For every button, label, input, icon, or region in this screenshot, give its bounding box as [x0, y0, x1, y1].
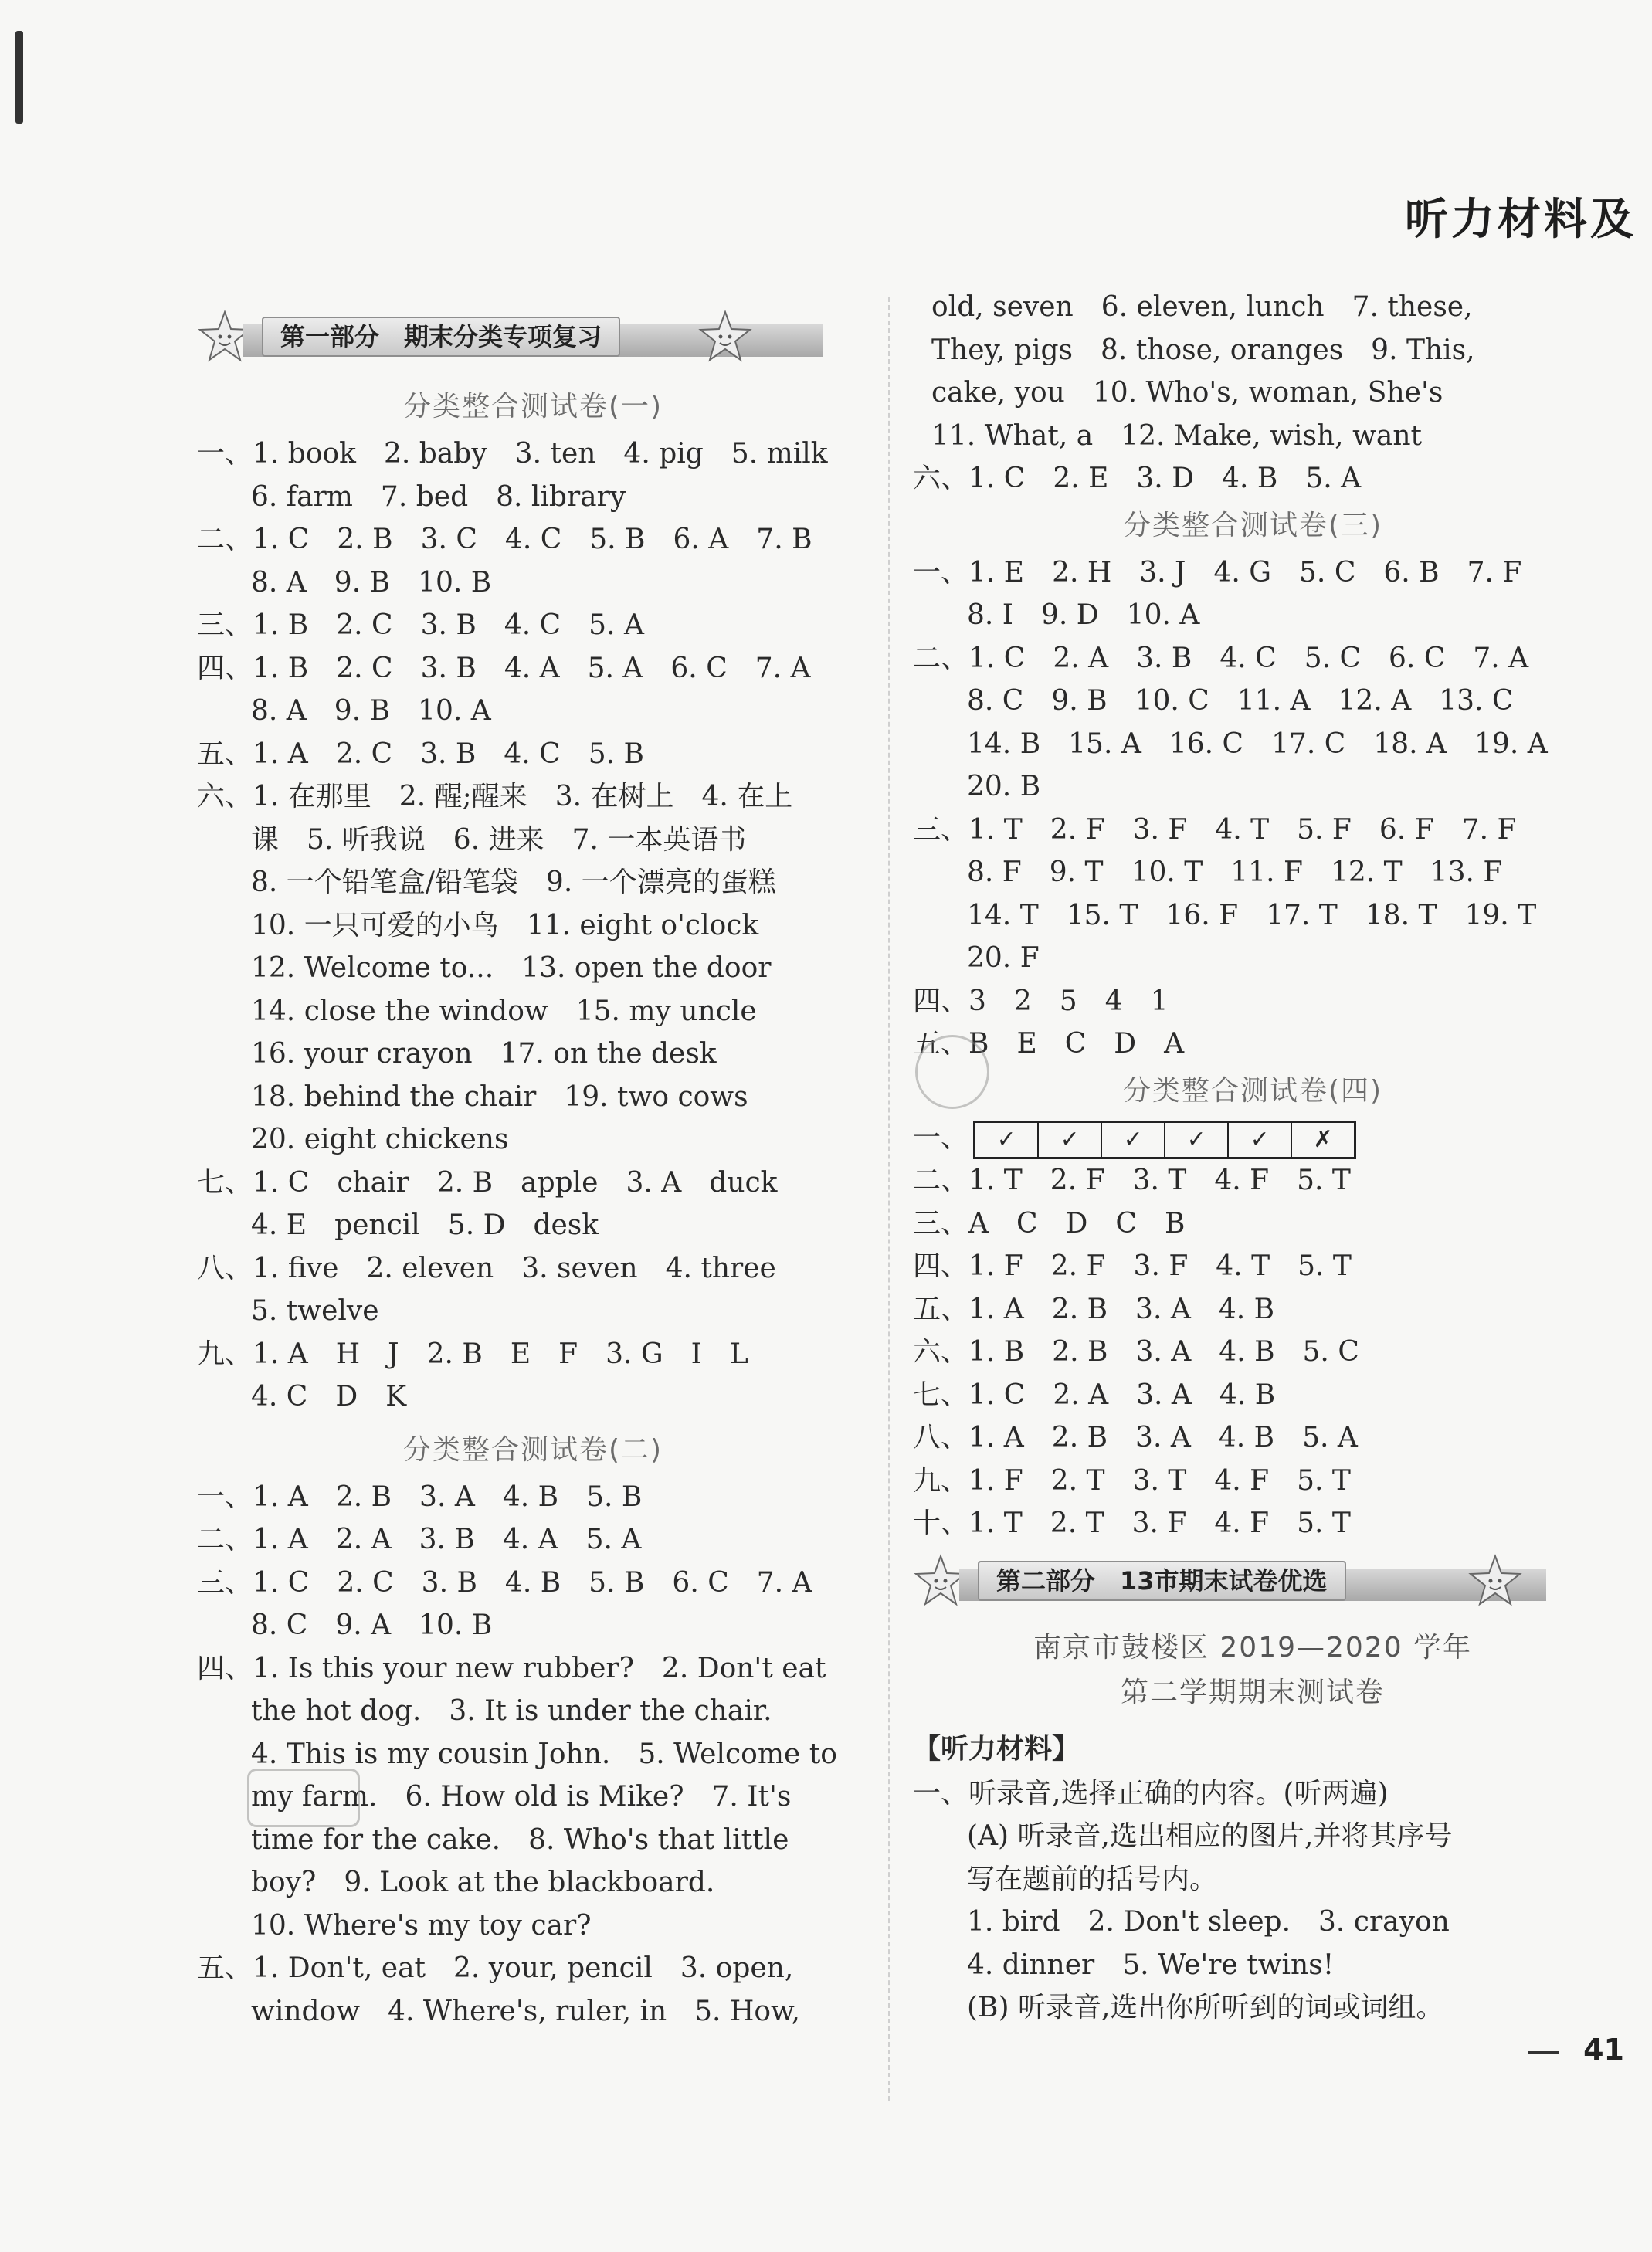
answer-line: 写在题前的括号内。 — [967, 1863, 1218, 1895]
answer-line: boy? 9. Look at the blackboard. — [251, 1867, 715, 1898]
part-two-label: 第二部分 13市期末试卷优选 — [978, 1561, 1346, 1601]
answer-line: 一、1. E 2. H 3. J 4. G 5. C 6. B 7. F — [913, 556, 1522, 588]
page-number: 41 — [1583, 2033, 1624, 2067]
answer-line: 6. farm 7. bed 8. library — [251, 480, 626, 513]
answer-line: 七、1. C 2. A 3. A 4. B — [913, 1379, 1276, 1411]
section-title: 分类整合测试卷(四) — [1122, 1074, 1383, 1107]
cross-mark: ✗ — [1313, 1125, 1333, 1153]
answer-line: my farm. 6. How old is Mike? 7. It's — [251, 1781, 792, 1813]
answer-line: 九、1. F 2. T 3. T 4. F 5. T — [913, 1464, 1351, 1497]
check-row-prefix: 一、 — [913, 1121, 969, 1154]
answer-line: 一、1. book 2. baby 3. ten 4. pig 5. milk — [197, 438, 828, 470]
star-face-icon — [1467, 1553, 1523, 1609]
section-title: 分类整合测试卷(三) — [1122, 509, 1383, 541]
answer-line: 五、1. A 2. B 3. A 4. B — [913, 1293, 1275, 1325]
check-mark: ✓ — [975, 1123, 1039, 1157]
answer-line: 8. A 9. B 10. B — [251, 566, 492, 599]
check-mark: ✓ — [1229, 1123, 1292, 1157]
answer-line: 11. What, a 12. Make, wish, want — [931, 419, 1422, 452]
answer-line: 十、1. T 2. T 3. F 4. F 5. T — [913, 1508, 1351, 1539]
answer-line: 4. E pencil 5. D desk — [251, 1209, 599, 1241]
answer-line: 三、A C D C B — [913, 1207, 1186, 1240]
answer-line: 五、1. Don't, eat 2. your, pencil 3. open, — [197, 1952, 794, 1984]
binding-mark — [15, 31, 23, 124]
part-two-banner — [913, 1550, 1593, 1612]
answer-line: 四、1. B 2. C 3. B 4. A 5. A 6. C 7. A — [197, 652, 811, 684]
answer-line: 8. C 9. A 10. B — [251, 1609, 493, 1641]
answer-line: 三、1. T 2. F 3. F 4. T 5. F 6. F 7. F — [913, 813, 1517, 846]
answer-line: 10. 一只可爱的小鸟 11. eight o'clock — [251, 909, 759, 941]
answer-line: 8. 一个铅笔盒/铅笔袋 9. 一个漂亮的蛋糕 — [251, 867, 776, 898]
answer-line: 八、1. A 2. B 3. A 4. B 5. A — [913, 1422, 1358, 1453]
answer-line: 18. behind the chair 19. two cows — [251, 1080, 748, 1113]
star-face-icon — [697, 309, 753, 365]
answer-line: 4. C D K — [251, 1381, 407, 1413]
answer-line: 二、1. T 2. F 3. T 4. F 5. T — [913, 1165, 1351, 1196]
answer-line: 5. twelve — [251, 1295, 379, 1327]
check-mark: ✓ — [1165, 1123, 1229, 1157]
answer-line: 三、1. C 2. C 3. B 4. B 5. B 6. C 7. A — [197, 1566, 812, 1599]
answer-line: window 4. Where's, ruler, in 5. How, — [251, 1995, 800, 2027]
answer-line: 8. C 9. B 10. C 11. A 12. A 13. C — [967, 685, 1514, 717]
answer-line: 二、1. C 2. B 3. C 4. C 5. B 6. A 7. B — [197, 524, 812, 555]
answer-line: cake, you 10. Who's, woman, She's — [931, 377, 1443, 409]
answer-line: 1. bird 2. Don't sleep. 3. crayon — [967, 1906, 1450, 1938]
exam-title: 南京市鼓楼区 2019—2020 学年 — [1033, 1631, 1473, 1664]
answer-line: 六、1. C 2. E 3. D 4. B 5. A — [913, 463, 1362, 494]
listening-heading: 【听力材料】 — [913, 1732, 1080, 1765]
answer-line: 九、1. A H J 2. B E F 3. G I L — [197, 1338, 748, 1370]
answer-line: 二、1. A 2. A 3. B 4. A 5. A — [197, 1524, 642, 1555]
check-table — [973, 1121, 1356, 1159]
answer-line: 20. F — [967, 942, 1040, 974]
answer-line: (A) 听录音,选出相应的图片,并将其序号 — [967, 1820, 1453, 1852]
answer-line: 8. F 9. T 10. T 11. F 12. T 13. F — [967, 856, 1503, 888]
answer-line: 四、3 2 5 4 1 — [913, 985, 1169, 1017]
answer-line: 14. B 15. A 16. C 17. C 18. A 19. A — [967, 727, 1548, 760]
answer-line: 七、1. C chair 2. B apple 3. A duck — [197, 1166, 778, 1199]
answer-line: 8. A 9. B 10. A — [251, 695, 491, 727]
answer-line: 20. B — [967, 771, 1041, 802]
check-mark: ✓ — [1039, 1123, 1102, 1157]
right-column — [913, 286, 1593, 2030]
answer-line: 三、1. B 2. C 3. B 4. C 5. A — [197, 609, 644, 641]
answer-line: 六、1. 在那里 2. 醒;醒来 3. 在树上 4. 在上 — [197, 781, 793, 812]
page-number-rule — [1528, 2051, 1559, 2054]
column-divider — [888, 297, 890, 2101]
answer-line: (B) 听录音,选出你所听到的词或词组。 — [967, 1992, 1444, 2023]
answer-line: 14. T 15. T 16. F 17. T 18. T 19. T — [967, 899, 1537, 931]
answer-line: 五、1. A 2. C 3. B 4. C 5. B — [197, 738, 644, 770]
answer-line: 一、1. A 2. B 3. A 4. B 5. B — [197, 1480, 643, 1513]
check-row — [913, 1117, 1593, 1160]
answer-line: 八、1. five 2. eleven 3. seven 4. three — [197, 1252, 776, 1284]
answer-line: 四、1. F 2. F 3. F 4. T 5. T — [913, 1250, 1352, 1282]
answer-line: 10. Where's my toy car? — [251, 1909, 592, 1942]
section-title: 分类整合测试卷(二) — [402, 1433, 663, 1466]
answer-line: 四、1. Is this your new rubber? 2. Don't eat — [197, 1652, 826, 1684]
answer-line: old, seven 6. eleven, lunch 7. these, — [931, 291, 1473, 323]
answer-line: 二、1. C 2. A 3. B 4. C 5. C 6. C 7. A — [913, 642, 1529, 674]
answer-line: time for the cake. 8. Who's that little — [251, 1823, 789, 1856]
exam-subtitle: 第二学期期末测试卷 — [1120, 1676, 1385, 1708]
answer-line: 4. dinner 5. We're twins! — [967, 1948, 1335, 1981]
watermark-stamp — [247, 1769, 360, 1827]
answer-line: 4. This is my cousin John. 5. Welcome to — [251, 1738, 837, 1770]
answer-line: 20. eight chickens — [251, 1124, 509, 1155]
part-one-label: 第一部分 期末分类专项复习 — [262, 317, 620, 357]
part-one-banner — [197, 306, 869, 368]
answer-line: 8. I 9. D 10. A — [967, 599, 1200, 631]
answer-line: 课 5. 听我说 6. 进来 7. 一本英语书 — [251, 823, 747, 856]
answer-line: 六、1. B 2. B 3. A 4. B 5. C — [913, 1336, 1359, 1368]
check-mark: ✓ — [1102, 1123, 1165, 1157]
page-heading: 听力材料及 — [1405, 195, 1637, 245]
answer-line: 五、B E C D A — [913, 1028, 1185, 1060]
answer-line: They, pigs 8. those, oranges 9. This, — [931, 334, 1475, 366]
answer-line: the hot dog. 3. It is under the chair. — [251, 1695, 772, 1727]
watermark-stamp — [915, 1035, 989, 1109]
answer-line: 12. Welcome to... 13. open the door — [251, 952, 772, 984]
answer-line: 14. close the window 15. my uncle — [251, 995, 757, 1027]
section-title: 分类整合测试卷(一) — [402, 391, 663, 422]
answer-line: 一、听录音,选择正确的内容。(听两遍) — [913, 1777, 1389, 1809]
answer-line: 16. your crayon 17. on the desk — [251, 1038, 717, 1070]
